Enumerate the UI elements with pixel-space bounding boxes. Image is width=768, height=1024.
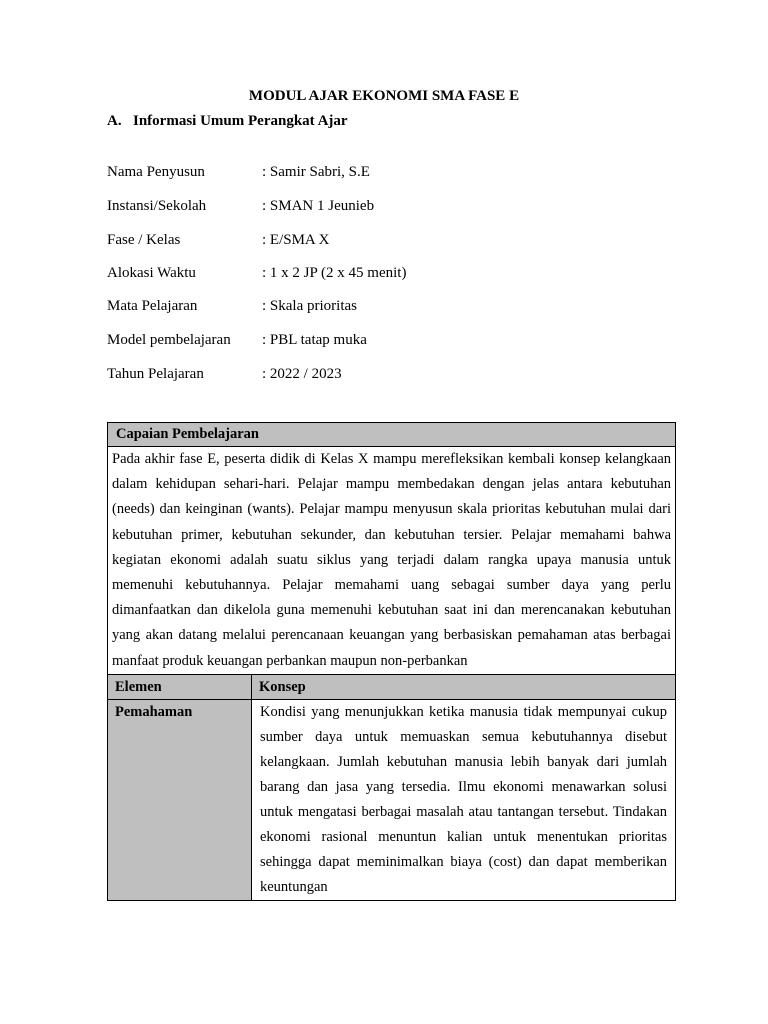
info-row-fase-kelas bbox=[107, 231, 330, 249]
info-row-mata-pelajaran bbox=[107, 297, 357, 315]
column-header-konsep: Konsep bbox=[252, 674, 676, 699]
info-row-alokasi-waktu bbox=[107, 264, 406, 282]
info-label: Tahun Pelajaran bbox=[107, 366, 204, 382]
info-value: : E/SMA X bbox=[262, 232, 330, 248]
info-value: : 1 x 2 JP (2 x 45 menit) bbox=[262, 265, 407, 281]
capaian-text: Pada akhir fase E, peserta didik di Kelas X mampu merefleksikan kembali konsep kelangkaan dalam kehidupan sehari-hari. Pelajar mampu membedakan dengan jelas antara kebutuhan (needs) dan keinginan (wants). Pelajar mampu menyusun skala prioritas kebutuhan mulai dari kebutuhan primer, kebutuhan sekunder, dan kebutuhan tersier. Pelajar memahami bahwa kegiatan ekonomi adalah suatu siklus yang terjadi dalam rangka upaya manusia untuk memenuhi kebutuhannya. Pelajar memahami uang sebagai sumber daya yang perlu dimanfaatkan dan dikelola guna memenuhi kebutuhan saat ini dan merencanakan kebutuhan yang akan datang melalui perencanaan keuangan yang berbasiskan pemahaman atas berbagai manfaat produk keuangan perbankan maupun non-perbankan bbox=[108, 447, 676, 675]
section-heading-text: Informasi Umum Perangkat Ajar bbox=[133, 113, 348, 129]
section-a-heading bbox=[107, 112, 348, 130]
info-row-tahun-pelajaran bbox=[107, 365, 342, 383]
info-label: Mata Pelajaran bbox=[107, 298, 198, 314]
info-value: : 2022 / 2023 bbox=[262, 366, 342, 382]
table-cell-konsep: Kondisi yang menunjukkan ketika manusia tidak mempunyai cukup sumber daya untuk memuaskan semua kebutuhannya disebut kelangkaan. Jumlah kebutuhan manusia lebih banyak dari jumlah barang dan jasa yang tersedia. Ilmu ekonomi menawarkan solusi untuk mengatasi berbagai masalah atau tantangan tersebut. Tindakan ekonomi rasional menuntun kalian untuk menentukan prioritas sehingga dapat meminimalkan biaya (cost) dan dapat memberikan keuntungan bbox=[252, 699, 676, 900]
info-label: Fase / Kelas bbox=[107, 232, 181, 248]
column-header-elemen: Elemen bbox=[108, 674, 252, 699]
info-label: Nama Penyusun bbox=[107, 164, 205, 180]
info-label: Instansi/Sekolah bbox=[107, 198, 207, 214]
capaian-table bbox=[107, 422, 676, 901]
section-letter: A. bbox=[107, 113, 122, 129]
info-label: Model pembelajaran bbox=[107, 332, 231, 348]
capaian-header: Capaian Pembelajaran bbox=[108, 423, 676, 447]
info-row-model-pembelajaran bbox=[107, 331, 367, 349]
table-cell-elemen: Pemahaman bbox=[108, 699, 252, 900]
info-value: : SMAN 1 Jeunieb bbox=[262, 198, 375, 214]
document-title: MODUL AJAR EKONOMI SMA FASE E bbox=[248, 88, 520, 104]
info-row-nama-penyusun bbox=[107, 163, 370, 181]
info-value: : Samir Sabri, S.E bbox=[262, 164, 370, 180]
info-row-instansi bbox=[107, 197, 374, 215]
info-label: Alokasi Waktu bbox=[107, 265, 196, 281]
info-value: : Skala prioritas bbox=[262, 298, 357, 314]
info-value: : PBL tatap muka bbox=[262, 332, 367, 348]
